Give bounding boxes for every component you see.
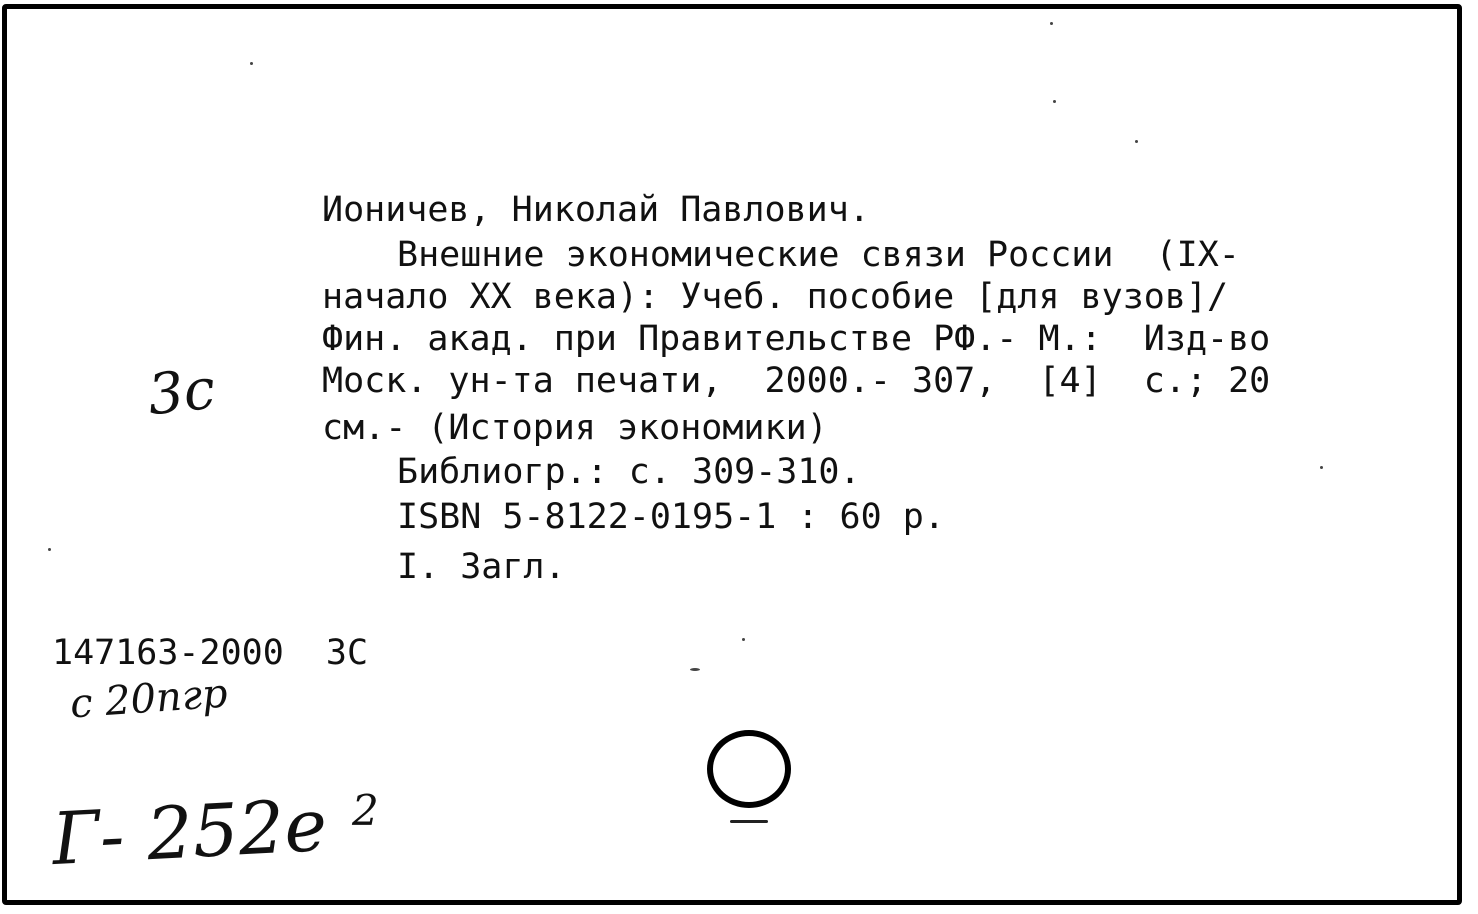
speck	[1050, 22, 1053, 25]
speck	[48, 548, 51, 551]
publisher-line-2: Моск. ун-та печати, 2000.- 307, [4] с.; 20	[322, 361, 1271, 401]
handwritten-superscript: 2	[352, 786, 379, 835]
speck	[1320, 466, 1323, 469]
handwritten-shelf-mark: 3с	[144, 356, 219, 429]
title-entry-line: I. Загл.	[397, 547, 566, 587]
handwritten-code: Г- 252е	[49, 782, 329, 882]
speck	[1135, 140, 1138, 143]
punch-hole-shadow	[730, 820, 768, 823]
series-line: см.- (История экономики)	[322, 408, 828, 448]
isbn-line: ISBN 5-8122-0195-1 : 60 р.	[397, 497, 945, 537]
publisher-line-1: Фин. акад. при Правительстве РФ.- М.: Изд-во	[322, 319, 1271, 359]
speck	[1053, 100, 1056, 103]
speck	[250, 62, 253, 65]
title-line-2: начало XX века): Учеб. пособие [для вузов]/	[322, 277, 1229, 317]
punch-hole	[707, 730, 791, 808]
speck	[742, 638, 745, 641]
title-line-1: Внешние экономические связи России (IX-	[397, 235, 1240, 275]
author-line: Ионичев, Николай Павлович.	[322, 190, 870, 230]
bibliography-note: Библиогр.: с. 309-310.	[397, 452, 861, 492]
speck	[690, 668, 700, 671]
accession-number: 147163-2000 3С	[52, 633, 369, 673]
handwritten-note: с 20пгр	[68, 670, 230, 728]
